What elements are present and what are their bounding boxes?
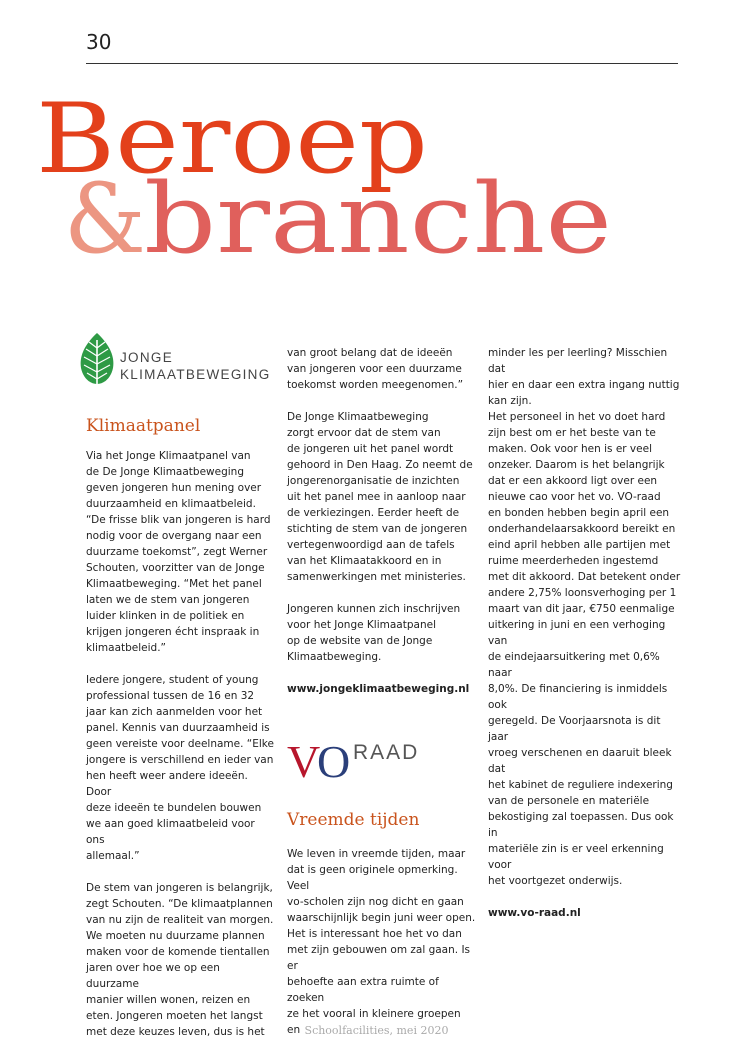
text-line: “De frisse blik van jongeren is hard [86, 514, 271, 526]
text-line: klimaatbeleid.” [86, 642, 166, 654]
text-line: jongere is verschillend en ieder van [86, 754, 274, 766]
column-2-bottom [287, 846, 477, 1038]
text-line: Iedere jongere, student of young [86, 674, 259, 686]
text-line: We leven in vreemde tijden, maar [287, 848, 466, 860]
text-line: de jongeren uit het panel wordt [287, 443, 454, 455]
text-line: onzeker. Daarom is het belangrijk [488, 459, 665, 471]
column-3 [488, 345, 683, 921]
text-line: materiële zin is er veel erkenning voor [488, 843, 664, 871]
text-line: De stem van jongeren is belangrijk, [86, 882, 273, 894]
text-line: maart van dit jaar, €750 eenmalige [488, 603, 675, 615]
text-line: het voortgezet onderwijs. [488, 875, 623, 887]
text-line: 8,0%. De financiering is inmiddels ook [488, 683, 668, 711]
text-line: jaren over hoe we op een duurzame [86, 962, 220, 990]
page-footer: Schoolfacilities, mei 2020 [304, 1024, 449, 1037]
text-line: nieuwe cao voor het vo. VO-raad [488, 491, 661, 503]
text-line: ruime meerderheden ingestemd [488, 555, 659, 567]
text-line: panel. Kennis van duurzaamheid is [86, 722, 270, 734]
title-ampersand: & [64, 163, 146, 275]
heading-klimaatpanel: Klimaatpanel [86, 416, 201, 436]
text-line: dat is geen originele opmerking. Veel [287, 864, 458, 892]
text-line: met dit akkoord. Dat betekent onder [488, 571, 681, 583]
text-line: vroeg verschenen en daaruit bleek dat [488, 747, 672, 775]
text-line: We moeten nu duurzame plannen [86, 930, 265, 942]
text-line: en bonden hebben begin april een [488, 507, 670, 519]
link-vo-raad[interactable]: www.vo-raad.nl [488, 907, 581, 919]
vo-logo-v: V [287, 736, 321, 787]
text-line: met deze keuzes leven, dus is het [86, 1026, 265, 1038]
text-line: zijn best om er het beste van te [488, 427, 656, 439]
text-line: stichting de stem van de jongeren [287, 523, 468, 535]
text-line: eind april hebben alle partijen met [488, 539, 671, 551]
text-line: vertegenwoordigd aan de tafels [287, 539, 455, 551]
text-line: ze het vooral in kleinere groepen en [287, 1008, 461, 1036]
column-2 [287, 345, 477, 697]
text-line: Klimaatbeweging. “Met het panel [86, 578, 262, 590]
text-line: uit het panel mee in aanloop naar [287, 491, 466, 503]
text-line: manier willen wonen, reizen en [86, 994, 251, 1006]
text-line: geven jongeren hun mening over [86, 482, 262, 494]
text-line: de De Jonge Klimaatbeweging [86, 466, 244, 478]
vo-logo-raad: RAAD [353, 741, 420, 764]
text-line: professional tussen de 16 en 32 [86, 690, 255, 702]
text-line [287, 393, 477, 409]
text-line: de verkiezingen. Eerder heeft de [287, 507, 460, 519]
text-line: vo-scholen zijn nog dicht en gaan [287, 896, 464, 908]
text-line: krijgen jongeren écht inspraak in [86, 626, 260, 638]
text-line: waarschijnlijk begin juni weer open. [287, 912, 476, 924]
text-line: onderhandelaarsakkoord bereikt en [488, 523, 676, 535]
text-line: nodig voor de overgang naar een [86, 530, 262, 542]
text-line: minder les per leerling? Misschien dat [488, 347, 668, 375]
text-line [86, 656, 276, 672]
text-line: van nu zijn de realiteit van morgen. [86, 914, 274, 926]
text-line: hen heeft weer andere ideeën. Door [86, 770, 248, 798]
text-line: duurzaamheid en klimaatbeleid. [86, 498, 256, 510]
text-line: uitkering in juni en een verhoging van [488, 619, 666, 647]
text-line: geregeld. De Voorjaarsnota is dit jaar [488, 715, 661, 743]
vo-logo-o: O [317, 736, 351, 787]
jonge-klimaatbeweging-logo [79, 332, 279, 388]
text-line: Schouten, voorzitter van de Jonge [86, 562, 265, 574]
leaf-icon [79, 332, 115, 386]
text-line: samenwerkingen met ministeries. [287, 571, 466, 583]
text-line: duurzame toekomst”, zegt Werner [86, 546, 268, 558]
text-line: voor het Jonge Klimaatpanel [287, 619, 436, 631]
column-3-text [488, 345, 683, 905]
text-line: laten we de stem van jongeren [86, 594, 250, 606]
text-line: andere 2,75% loonsverhoging per 1 [488, 587, 677, 599]
text-line: allemaal.” [86, 850, 140, 862]
text-line: hier en daar een extra ingang nuttig [488, 379, 680, 391]
link-jongeklimaatbeweging[interactable]: www.jongeklimaatbeweging.nl [287, 683, 470, 695]
text-line: de eindejaarsuitkering met 0,6% naar [488, 651, 660, 679]
column-2-top [287, 345, 477, 681]
text-line: maken. Ook voor hen is er veel [488, 443, 652, 455]
heading-vreemde-tijden: Vreemde tijden [287, 810, 420, 830]
text-line [488, 889, 683, 905]
text-line: dat er een akkoord ligt over een [488, 475, 658, 487]
text-line: op de website van de Jonge [287, 635, 433, 647]
text-line: het kabinet de reguliere indexering [488, 779, 673, 791]
text-line: van de personele en materiële [488, 795, 650, 807]
text-line: zegt Schouten. “De klimaatplannen [86, 898, 273, 910]
top-rule [86, 63, 678, 64]
page-number: 30 [86, 30, 112, 54]
text-line: jaar kan zich aanmelden voor het [86, 706, 263, 718]
text-line: geen vereiste voor deelname. “Elke [86, 738, 274, 750]
text-line: Via het Jonge Klimaatpanel van [86, 450, 251, 462]
text-line: jongerenorganisatie de inzichten [287, 475, 460, 487]
text-line: Jongeren kunnen zich inschrijven [287, 603, 461, 615]
text-line: De Jonge Klimaatbeweging [287, 411, 429, 423]
column-1 [86, 448, 276, 1040]
text-line: gehoord in Den Haag. Zo neemt de [287, 459, 473, 471]
text-line: Het is interessant hoe het vo dan [287, 928, 462, 940]
text-line: Klimaatbeweging. [287, 651, 382, 663]
text-line: van jongeren voor een duurzame [287, 363, 462, 375]
text-line: bekostiging zal toepassen. Dus ook in [488, 811, 674, 839]
section-title [36, 72, 736, 282]
text-line: zorgt ervoor dat de stem van [287, 427, 441, 439]
text-line: van het Klimaatakkoord en in [287, 555, 442, 567]
text-line [287, 585, 477, 601]
text-line: toekomst worden meegenomen.” [287, 379, 464, 391]
text-line [287, 665, 477, 681]
text-line: kan zijn. [488, 395, 532, 407]
text-line: we aan goed klimaatbeleid voor ons [86, 818, 255, 846]
text-line: van groot belang dat de ideeën [287, 347, 453, 359]
text-line: behoefte aan extra ruimte of zoeken [287, 976, 439, 1004]
logo-text-line1: JONGE [120, 350, 174, 365]
title-line2: branche [144, 163, 612, 275]
text-line: eten. Jongeren moeten het langst [86, 1010, 263, 1022]
text-line: deze ideeën te bundelen bouwen [86, 802, 262, 814]
vo-raad-logo [287, 738, 427, 786]
text-line: maken voor de komende tientallen [86, 946, 270, 958]
text-line: Het personeel in het vo doet hard [488, 411, 666, 423]
logo-text-line2: KLIMAATBEWEGING [120, 367, 271, 382]
text-line: luider klinken in de politiek en [86, 610, 245, 622]
text-line: met zijn gebouwen om zal gaan. Is er [287, 944, 471, 972]
text-line [86, 864, 276, 880]
title-line1: Beroep [36, 83, 428, 195]
